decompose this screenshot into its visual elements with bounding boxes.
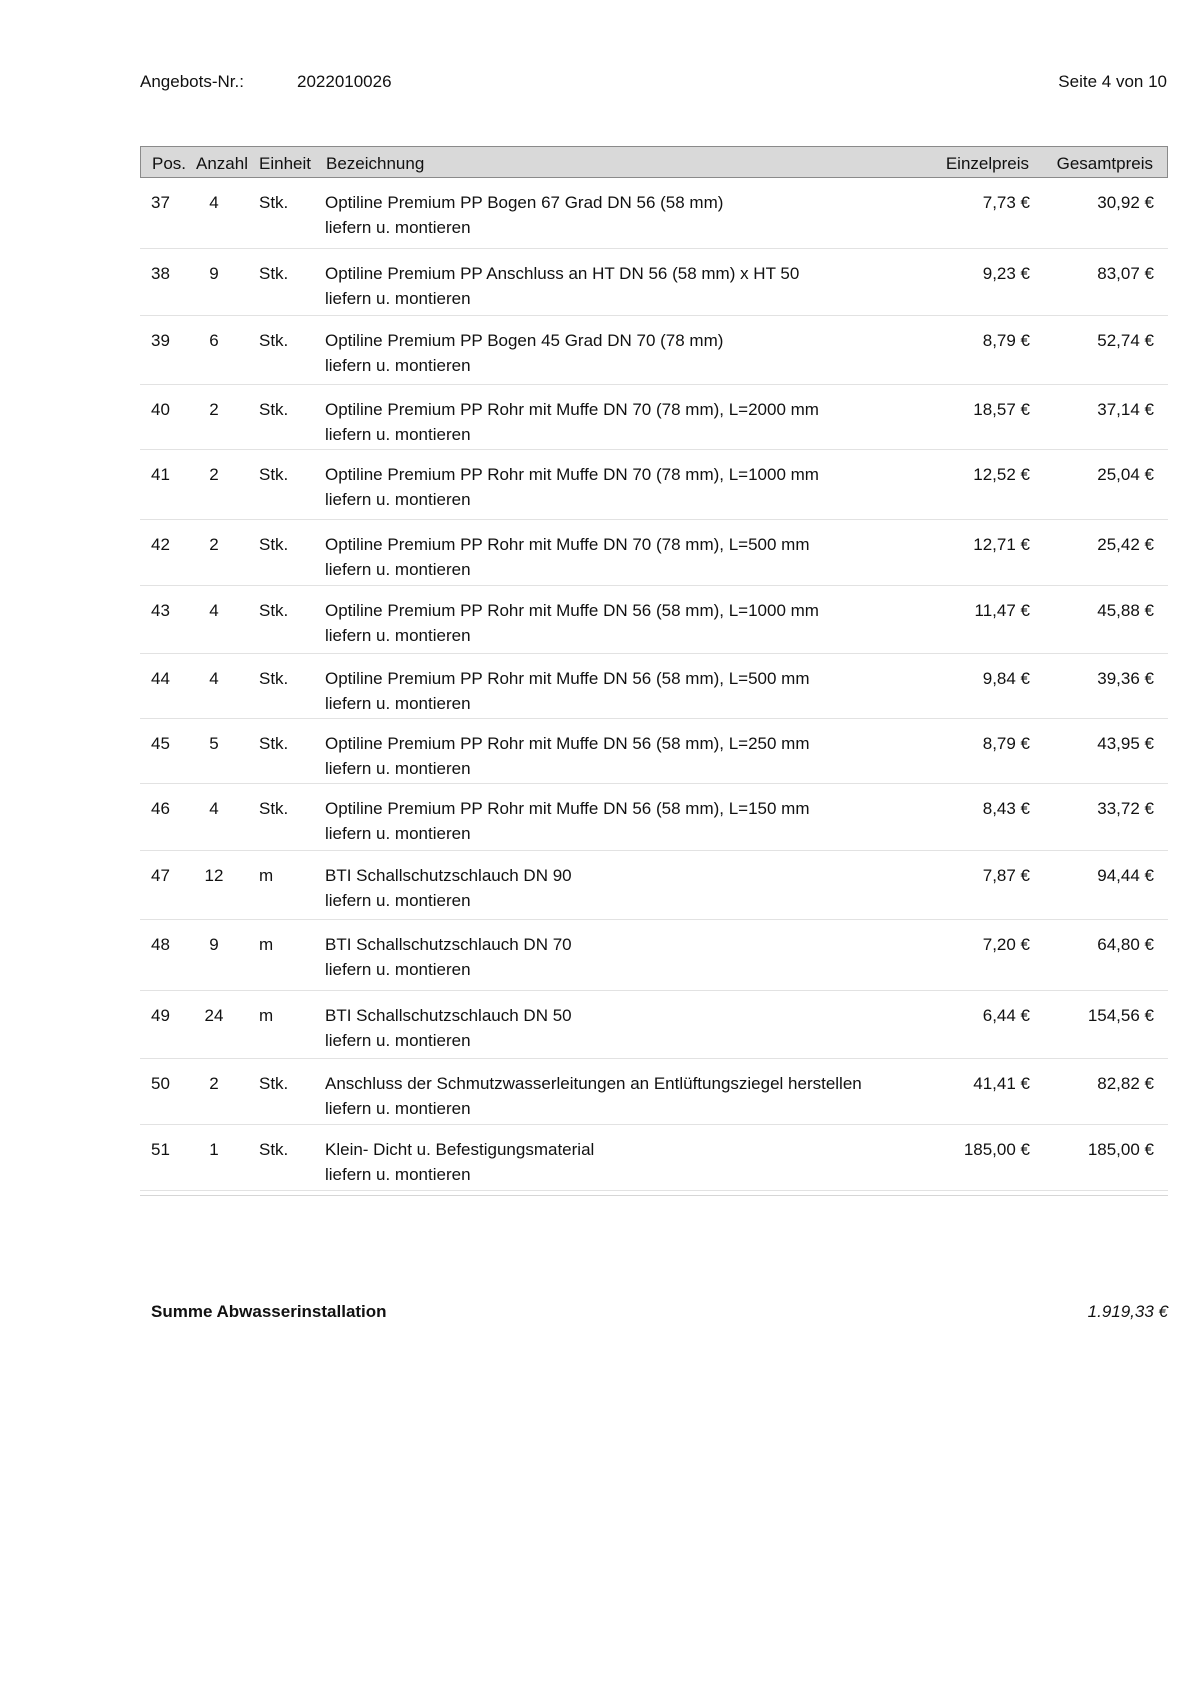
- row-unit-price: 7,73 €: [982, 193, 1030, 212]
- table-row: [140, 520, 1168, 586]
- sum-value: 1.919,33 €: [1087, 1302, 1168, 1321]
- row-total-price: 64,80 €: [1097, 935, 1154, 954]
- table-row: [140, 249, 1168, 316]
- row-note: liefern u. montieren: [325, 759, 471, 778]
- row-note: liefern u. montieren: [325, 891, 471, 910]
- row-qty: 2: [209, 400, 219, 419]
- row-unit: Stk.: [259, 734, 289, 753]
- row-total-price: 25,42 €: [1097, 535, 1154, 554]
- row-qty: 12: [204, 866, 224, 885]
- row-unit: Stk.: [259, 799, 289, 818]
- row-pos: 46: [151, 799, 170, 818]
- table-row: [140, 920, 1168, 991]
- row-unit: Stk.: [259, 331, 289, 350]
- row-qty: 2: [209, 465, 219, 484]
- row-pos: 44: [151, 669, 170, 688]
- column-total-price: Gesamtpreis: [1056, 154, 1153, 173]
- row-description: BTI Schallschutzschlauch DN 70: [325, 935, 572, 954]
- row-pos: 49: [151, 1006, 170, 1025]
- row-unit-price: 18,57 €: [973, 400, 1030, 419]
- row-description: Anschluss der Schmutzwasserleitungen an Entlüftungsziegel herstellen: [325, 1074, 862, 1093]
- row-note: liefern u. montieren: [325, 1165, 471, 1184]
- row-description: BTI Schallschutzschlauch DN 90: [325, 866, 572, 885]
- row-total-price: 83,07 €: [1097, 264, 1154, 283]
- row-pos: 51: [151, 1140, 170, 1159]
- row-unit-price: 8,79 €: [982, 734, 1030, 753]
- table-row: [140, 991, 1168, 1059]
- row-description: Optiline Premium PP Rohr mit Muffe DN 56 (58 mm), L=250 mm: [325, 734, 810, 753]
- page-indicator: Seite 4 von 10: [1058, 72, 1167, 91]
- row-qty: 2: [209, 1074, 219, 1093]
- row-qty: 1: [209, 1140, 219, 1159]
- row-note: liefern u. montieren: [325, 490, 471, 509]
- row-unit: m: [259, 866, 274, 885]
- row-unit: Stk.: [259, 535, 289, 554]
- row-total-price: 94,44 €: [1097, 866, 1154, 885]
- row-unit-price: 9,23 €: [982, 264, 1030, 283]
- row-pos: 39: [151, 331, 170, 350]
- row-unit-price: 11,47 €: [974, 601, 1030, 620]
- row-pos: 43: [151, 601, 170, 620]
- row-total-price: 82,82 €: [1097, 1074, 1154, 1093]
- offer-table: [140, 146, 1168, 1196]
- row-description: Optiline Premium PP Rohr mit Muffe DN 56 (58 mm), L=1000 mm: [325, 601, 819, 620]
- row-description: Optiline Premium PP Rohr mit Muffe DN 56 (58 mm), L=150 mm: [325, 799, 810, 818]
- row-note: liefern u. montieren: [325, 626, 471, 645]
- row-total-price: 33,72 €: [1097, 799, 1154, 818]
- row-total-price: 30,92 €: [1097, 193, 1154, 212]
- row-unit: Stk.: [259, 400, 289, 419]
- row-description: Optiline Premium PP Rohr mit Muffe DN 70 (78 mm), L=2000 mm: [325, 400, 819, 419]
- row-pos: 42: [151, 535, 170, 554]
- column-description: Bezeichnung: [326, 154, 425, 173]
- table-row: [140, 1125, 1168, 1191]
- row-description: Optiline Premium PP Bogen 45 Grad DN 70 (78 mm): [325, 331, 724, 350]
- row-qty: 4: [209, 601, 219, 620]
- row-description: Optiline Premium PP Anschluss an HT DN 56 (58 mm) x HT 50: [325, 264, 800, 283]
- row-total-price: 45,88 €: [1097, 601, 1154, 620]
- row-unit: Stk.: [259, 465, 289, 484]
- row-unit-price: 9,84 €: [982, 669, 1030, 688]
- row-unit: m: [259, 1006, 274, 1025]
- page-header: [140, 72, 1167, 94]
- row-description: Optiline Premium PP Rohr mit Muffe DN 70 (78 mm), L=1000 mm: [325, 465, 819, 484]
- table-row: [140, 784, 1168, 851]
- column-unit: Einheit: [259, 154, 311, 173]
- row-qty: 5: [209, 734, 219, 753]
- row-pos: 47: [151, 866, 170, 885]
- row-description: Klein- Dicht u. Befestigungsmaterial: [325, 1140, 595, 1159]
- table-body: [140, 178, 1168, 1191]
- row-unit: Stk.: [259, 264, 289, 283]
- row-unit-price: 7,20 €: [982, 935, 1030, 954]
- row-total-price: 43,95 €: [1097, 734, 1154, 753]
- row-unit: Stk.: [259, 1074, 289, 1093]
- row-note: liefern u. montieren: [325, 289, 471, 308]
- column-unit-price: Einzelpreis: [945, 154, 1029, 173]
- row-description: Optiline Premium PP Rohr mit Muffe DN 56 (58 mm), L=500 mm: [325, 669, 810, 688]
- row-description: Optiline Premium PP Bogen 67 Grad DN 56 (58 mm): [325, 193, 724, 212]
- row-note: liefern u. montieren: [325, 1031, 471, 1050]
- row-unit-price: 41,41 €: [973, 1074, 1030, 1093]
- row-pos: 40: [151, 400, 170, 419]
- table-row: [140, 719, 1168, 784]
- row-note: liefern u. montieren: [325, 1099, 471, 1118]
- row-pos: 37: [151, 193, 170, 212]
- table-end-rule: [140, 1191, 1168, 1196]
- row-unit-price: 8,79 €: [982, 331, 1030, 350]
- row-description: BTI Schallschutzschlauch DN 50: [325, 1006, 572, 1025]
- offer-number: 2022010026: [297, 72, 392, 91]
- sum-label: Summe Abwasserinstallation: [151, 1302, 387, 1321]
- table-header: [140, 146, 1168, 178]
- row-total-price: 39,36 €: [1097, 669, 1154, 688]
- row-unit: Stk.: [259, 1140, 289, 1159]
- row-unit-price: 6,44 €: [982, 1006, 1030, 1025]
- row-note: liefern u. montieren: [325, 694, 471, 713]
- offer-number-label: Angebots-Nr.:: [140, 72, 244, 91]
- row-pos: 41: [151, 465, 170, 484]
- row-note: liefern u. montieren: [325, 960, 471, 979]
- row-note: liefern u. montieren: [325, 356, 471, 375]
- row-unit-price: 12,71 €: [973, 535, 1030, 554]
- row-pos: 48: [151, 935, 170, 954]
- table-row: [140, 178, 1168, 249]
- row-note: liefern u. montieren: [325, 425, 471, 444]
- row-unit: Stk.: [259, 669, 289, 688]
- row-unit-price: 12,52 €: [973, 465, 1030, 484]
- row-note: liefern u. montieren: [325, 560, 471, 579]
- row-total-price: 25,04 €: [1097, 465, 1154, 484]
- table-row: [140, 851, 1168, 920]
- row-unit: Stk.: [259, 193, 289, 212]
- row-qty: 4: [209, 799, 219, 818]
- row-unit-price: 185,00 €: [963, 1140, 1030, 1159]
- column-qty: Anzahl: [196, 154, 248, 173]
- row-pos: 38: [151, 264, 170, 283]
- row-pos: 45: [151, 734, 170, 753]
- row-qty: 24: [204, 1006, 224, 1025]
- row-qty: 4: [209, 193, 219, 212]
- table-row: [140, 385, 1168, 450]
- row-description: Optiline Premium PP Rohr mit Muffe DN 70 (78 mm), L=500 mm: [325, 535, 810, 554]
- row-qty: 9: [209, 935, 219, 954]
- row-total-price: 37,14 €: [1097, 400, 1154, 419]
- row-unit: m: [259, 935, 274, 954]
- row-total-price: 154,56 €: [1087, 1006, 1154, 1025]
- row-qty: 6: [209, 331, 219, 350]
- row-unit-price: 8,43 €: [982, 799, 1030, 818]
- row-qty: 9: [209, 264, 219, 283]
- row-pos: 50: [151, 1074, 170, 1093]
- table-row: [140, 586, 1168, 654]
- row-total-price: 52,74 €: [1097, 331, 1154, 350]
- row-qty: 2: [209, 535, 219, 554]
- row-unit: Stk.: [259, 601, 289, 620]
- row-total-price: 185,00 €: [1087, 1140, 1154, 1159]
- row-note: liefern u. montieren: [325, 218, 471, 237]
- row-note: liefern u. montieren: [325, 824, 471, 843]
- row-qty: 4: [209, 669, 219, 688]
- sum-row: [140, 1302, 1168, 1326]
- row-unit-price: 7,87 €: [982, 866, 1030, 885]
- column-pos: Pos.: [152, 154, 187, 173]
- table-row: [140, 450, 1168, 520]
- table-row: [140, 316, 1168, 385]
- table-row: [140, 654, 1168, 719]
- table-row: [140, 1059, 1168, 1125]
